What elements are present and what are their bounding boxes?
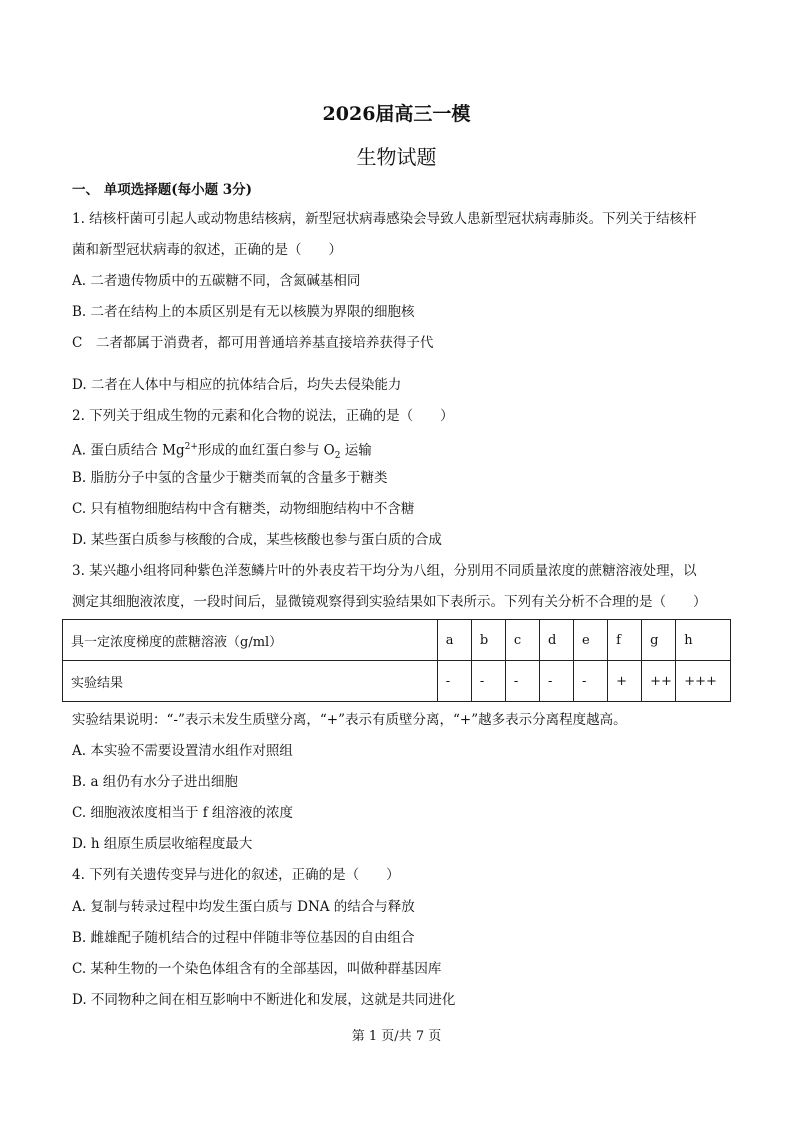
q3-stem-line1: 3. 某兴趣小组将同种紫色洋葱鳞片叶的外表皮若干均分为八组，分别用不同质量浓度的蔗糖溶液处理，以 bbox=[72, 563, 697, 579]
table-group-cell: e bbox=[574, 620, 608, 661]
q3-option-b: B. a 组仍有水分子进出细胞 bbox=[72, 774, 238, 790]
exam-title: 2026届高三一模 bbox=[322, 103, 471, 125]
table-row bbox=[63, 620, 731, 661]
table-group-cell: h bbox=[676, 620, 731, 661]
table-row bbox=[63, 661, 731, 702]
q4-option-a: A. 复制与转录过程中均发生蛋白质与 DNA 的结合与释放 bbox=[72, 899, 415, 915]
table-result-cell: - bbox=[539, 661, 573, 702]
table-group-cell: a bbox=[437, 620, 471, 661]
q1-stem-line1: 1. 结核杆菌可引起人或动物患结核病，新型冠状病毒感染会导致人患新型冠状病毒肺炎。下列关于结核杆 bbox=[72, 211, 697, 227]
table-group-cell: f bbox=[608, 620, 642, 661]
q3-stem-line2: 测定其细胞液浓度，一段时间后，显微镜观察得到实验结果如下表所示。下列有关分析不合理的是（ ） bbox=[72, 594, 707, 610]
table-result-cell: - bbox=[574, 661, 608, 702]
table-group-cell: d bbox=[539, 620, 573, 661]
section-heading: 一、 单项选择题(每小题 3分) bbox=[72, 182, 253, 198]
q2-option-a bbox=[72, 438, 372, 465]
q2-option-a-superscript: 2+ bbox=[184, 442, 198, 452]
q3-option-d: D. h 组原生质层收缩程度最大 bbox=[72, 836, 253, 852]
q1-stem-line2: 菌和新型冠状病毒的叙述，正确的是（ ） bbox=[72, 242, 342, 258]
q4-option-d: D. 不同物种之间在相互影响中不断进化和发展，这就是共同进化 bbox=[72, 992, 456, 1008]
q3-option-a: A. 本实验不需要设置清水组作对照组 bbox=[72, 743, 293, 759]
q2-option-a-subscript: 2 bbox=[334, 451, 341, 462]
q4-option-b: B. 雌雄配子随机结合的过程中伴随非等位基因的自由组合 bbox=[72, 930, 415, 946]
table-group-cell: c bbox=[505, 620, 539, 661]
table-header-cell: 实验结果 bbox=[63, 661, 438, 702]
q1-option-a: A. 二者遗传物质中的五碳糖不同，含氮碱基相同 bbox=[72, 273, 361, 289]
table-group-cell: g bbox=[642, 620, 676, 661]
q2-option-a-text-1: A. 蛋白质结合 Mg bbox=[72, 442, 185, 459]
q2-option-c: C. 只有植物细胞结构中含有糖类，动物细胞结构中不含糖 bbox=[72, 501, 415, 517]
q3-option-c: C. 细胞液浓度相当于 f 组溶液的浓度 bbox=[72, 805, 294, 821]
q1-option-b: B. 二者在结构上的本质区别是有无以核膜为界限的细胞核 bbox=[72, 304, 415, 320]
table-result-cell: ++ bbox=[642, 661, 676, 702]
q4-option-c: C. 某种生物的一个染色体组含有的全部基因，叫做种群基因库 bbox=[72, 961, 442, 977]
table-group-cell: b bbox=[471, 620, 505, 661]
q3-table-note: 实验结果说明：“-”表示未发生质壁分离，“+”表示有质壁分离，“+”越多表示分离程度越高。 bbox=[72, 712, 627, 728]
q2-option-d: D. 某些蛋白质参与核酸的合成，某些核酸也参与蛋白质的合成 bbox=[72, 532, 442, 548]
table-result-cell: +++ bbox=[676, 661, 731, 702]
experiment-table bbox=[62, 619, 731, 702]
q1-option-d: D. 二者在人体中与相应的抗体结合后，均失去侵染能力 bbox=[72, 377, 402, 393]
q2-stem: 2. 下列关于组成生物的元素和化合物的说法，正确的是（ ） bbox=[72, 408, 454, 424]
exam-subtitle: 生物试题 bbox=[356, 145, 437, 169]
table-result-cell: - bbox=[471, 661, 505, 702]
table-result-cell: - bbox=[437, 661, 471, 702]
q4-stem: 4. 下列有关遗传变异与进化的叙述，正确的是（ ） bbox=[72, 867, 400, 883]
q1-option-c: C 二者都属于消费者，都可用普通培养基直接培养获得子代 bbox=[72, 335, 434, 351]
table-result-cell: + bbox=[608, 661, 642, 702]
q2-option-b: B. 脂肪分子中氢的含量少于糖类而氧的含量多于糖类 bbox=[72, 470, 388, 486]
page-number: 第 1 页/共 7 页 bbox=[351, 1029, 442, 1044]
table-header-cell: 具一定浓度梯度的蔗糖溶液（g/ml） bbox=[63, 620, 438, 661]
q2-option-a-text-2: 形成的血红蛋白参与 O bbox=[197, 442, 335, 459]
q2-option-a-text-3: 运输 bbox=[340, 442, 372, 459]
table-result-cell: - bbox=[505, 661, 539, 702]
